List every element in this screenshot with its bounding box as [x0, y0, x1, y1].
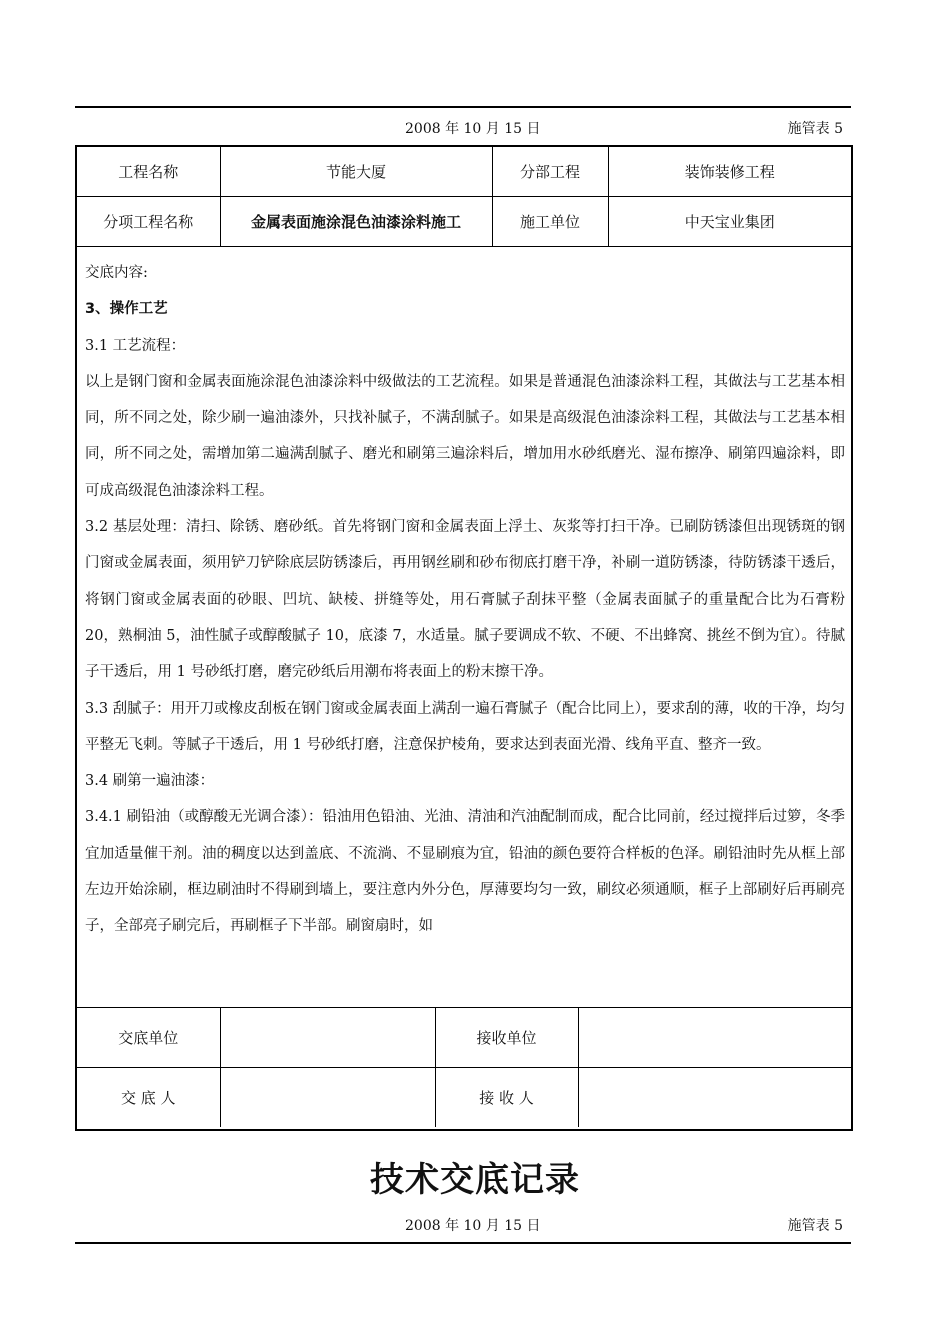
- receiving-person-field: [578, 1068, 851, 1128]
- handover-record-table: [75, 145, 853, 1131]
- receiving-unit-label: 接收单位: [435, 1008, 578, 1068]
- handover-person-field: [220, 1068, 435, 1128]
- handover-unit-field: [220, 1008, 435, 1068]
- content-paragraph: 3.3 刮腻子：用开刀或橡皮刮板在钢门窗或金属表面上满刮一遍石膏腻子（配合比同上），要求刮的薄，收的干净，均匀平整无飞刺。等腻子干透后，用 1 号砂纸打磨，注意保护棱角，要求达到表面光滑、线角平直、整齐一致。: [85, 700, 845, 753]
- handover-content: [85, 255, 845, 1005]
- content-paragraph: 3.1 工艺流程：: [85, 337, 186, 354]
- content-paragraph: 3.4 刷第一遍油漆：: [85, 773, 215, 790]
- handover-unit-label: 交底单位: [77, 1008, 220, 1068]
- date-text: 2008 年 10 月 15 日: [405, 121, 541, 137]
- signature-table: [77, 1007, 851, 1127]
- division-label: 分部工程: [492, 147, 608, 197]
- subitem-label: 分项工程名称: [77, 197, 220, 247]
- header-meta-repeat: [75, 1215, 851, 1235]
- content-paragraph: 3.4.1 刷铅油（或醇酸无光调合漆）：铅油用色铅油、光油、清油和汽油配制而成，配合比同前，经过搅拌后过箩，冬季宜加适量催干剂。油的稠度以达到盖底、不流淌、不显刷痕为宜，铅油的颜色要符合样板的色泽。刷铅油时先从框上部左边开始涂刷，框边刷油时不得刷到墙上，要注意内外分色，厚薄要均匀一致，刷纹必须通顺，框子上部刷好后再刷亮子，全部亮子刷完后，再刷框子下半部。刷窗扇时，如: [85, 809, 845, 935]
- top-rule: [75, 106, 851, 108]
- project-name-value: 节能大厦: [220, 147, 492, 197]
- form-number: 施管表 5: [787, 1218, 843, 1234]
- table-row: [77, 197, 851, 247]
- handover-person-label: 交 底 人: [77, 1068, 220, 1128]
- project-name-label: 工程名称: [77, 147, 220, 197]
- table-row: [77, 147, 851, 197]
- content-paragraph: 以上是钢门窗和金属表面施涂混色油漆涂料中级做法的工艺流程。如果是普通混色油漆涂料工程，其做法与工艺基本相同，所不同之处，除少刷一遍油漆外，只找补腻子，不满刮腻子。如果是高级混色油漆涂料工程，其做法与工艺基本相同，所不同之处，需增加第二遍满刮腻子、磨光和刷第三遍涂料后，增加用水砂纸磨光、湿布擦净、刷第四遍涂料，即可成高级混色油漆涂料工程。: [85, 373, 845, 499]
- division-value: 装饰装修工程: [608, 147, 851, 197]
- form-number: 施管表 5: [787, 121, 843, 137]
- document-title: 技术交底记录: [370, 1160, 580, 1200]
- receiving-person-label: 接 收 人: [435, 1068, 578, 1128]
- project-info-table: [77, 147, 851, 247]
- table-row: [77, 1008, 851, 1068]
- contractor-label: 施工单位: [492, 197, 608, 247]
- content-intro: 交底内容:: [85, 265, 148, 281]
- receiving-unit-field: [578, 1008, 851, 1068]
- header-meta: [75, 118, 851, 138]
- table-row: [77, 1068, 851, 1128]
- date-text: 2008 年 10 月 15 日: [405, 1218, 541, 1234]
- contractor-value: 中天宝业集团: [608, 197, 851, 247]
- section-title: 3、操作工艺: [85, 301, 168, 318]
- content-paragraph: 3.2 基层处理：清扫、除锈、磨砂纸。首先将钢门窗和金属表面上浮土、灰浆等打扫干净。已刷防锈漆但出现锈斑的钢门窗或金属表面，须用铲刀铲除底层防锈漆后，再用钢丝刷和砂布彻底打磨干净，补刷一道防锈漆，待防锈漆干透后，将钢门窗或金属表面的砂眼、凹坑、缺棱、拼缝等处，用石膏腻子刮抹平整（金属表面腻子的重量配合比为石膏粉 20，熟桐油 5，油性腻子或醇酸腻子 10，底漆 7，水适量。腻子要调成不软、不硬、不出蜂窝、挑丝不倒为宜）。待腻子干透后，用 1 号砂纸打磨，磨完砂纸后用潮布将表面上的粉末擦干净。: [85, 519, 845, 681]
- bottom-rule: [75, 1242, 851, 1244]
- subitem-value: 金属表面施涂混色油漆涂料施工: [220, 197, 492, 247]
